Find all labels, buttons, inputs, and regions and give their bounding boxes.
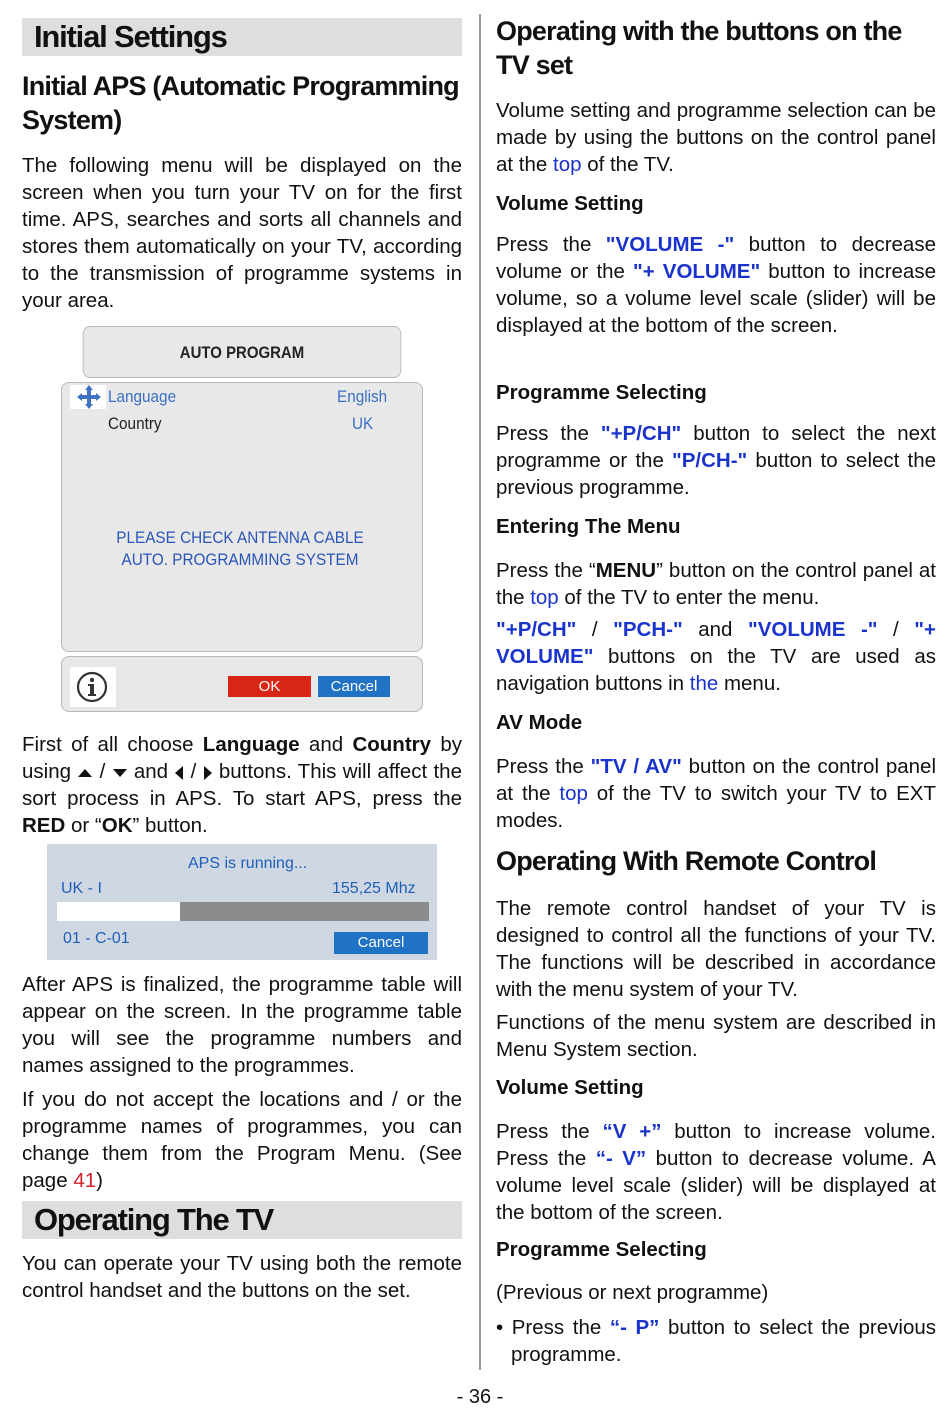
- text: buttons on the TV are used as navigation buttons in: [496, 645, 936, 695]
- text: and: [299, 733, 353, 756]
- text: button on the control panel at the: [496, 755, 937, 805]
- p-minus-term: “- P”: [609, 1316, 660, 1339]
- text: button to select the previous programme.: [511, 1316, 936, 1366]
- cancel-button[interactable]: Cancel: [318, 676, 390, 697]
- aps-message: AUTO. PROGRAMMING SYSTEM: [121, 550, 359, 569]
- text: ” button on the control panel at the: [496, 559, 936, 609]
- top-link: top: [553, 153, 582, 176]
- aps-channel: UK - I: [61, 880, 102, 897]
- menu-paragraph: [496, 557, 936, 611]
- aps-progress-fill: [57, 902, 180, 921]
- text: or “: [65, 814, 102, 837]
- auto-program-title: AUTO PROGRAM: [83, 326, 402, 378]
- accept-paragraph: [22, 1086, 462, 1194]
- info-button[interactable]: [70, 667, 116, 707]
- text: by using: [22, 733, 462, 783]
- move-cross-icon: [76, 385, 102, 409]
- red-term: RED: [22, 814, 66, 837]
- the-link: the: [689, 672, 719, 695]
- text: ” button.: [132, 814, 208, 837]
- remote-paragraph: The remote control handset of your TV is designed to control all the functions of your TV. The functions will be described in accordance with the menu system of your TV.: [496, 897, 936, 1001]
- section-banner-operating-tv: Operating The TV: [22, 1201, 462, 1239]
- arrow-up-icon: [77, 767, 93, 779]
- heading-buttons-on-tv: Operating with the buttons on the TV set: [496, 16, 902, 80]
- text: /: [93, 760, 112, 783]
- text: Press the: [496, 422, 601, 445]
- text: /: [576, 618, 614, 641]
- operate-paragraph: You can operate your TV using both the remote control handset and the buttons on the set.: [22, 1252, 462, 1302]
- text: button to decrease volume. A volume level scale (slider) will be displayed at the bottom of the screen.: [496, 1147, 936, 1224]
- text: Press the “: [496, 559, 596, 582]
- volume-plus-term: "+ VOLUME": [496, 618, 936, 668]
- ok-term: OK: [101, 814, 133, 837]
- buttons-paragraph: [496, 97, 936, 178]
- arrow-left-icon: [174, 765, 184, 781]
- language-label[interactable]: Language: [108, 387, 177, 406]
- top-link: top: [530, 586, 559, 609]
- pch-minus-term: "PCH-": [613, 618, 683, 641]
- text: /: [877, 618, 915, 641]
- arrow-right-icon: [203, 765, 213, 781]
- text: of the TV to switch your TV to EXT modes.: [496, 782, 936, 832]
- arrow-down-icon: [112, 767, 128, 779]
- navigation-paragraph: [496, 616, 936, 697]
- text: menu.: [718, 672, 781, 695]
- top-link: top: [559, 782, 588, 805]
- info-icon: [75, 670, 109, 704]
- v-plus-term: “V +”: [602, 1120, 662, 1143]
- aps-frequency: 155,25 Mhz: [332, 880, 416, 897]
- heading-programme-selecting: Programme Selecting: [496, 381, 707, 404]
- volume-minus-term: "VOLUME -": [748, 618, 878, 641]
- text: button to increase volume, so a volume level scale (slider) will be displayed at the bottom of the screen.: [496, 260, 936, 337]
- section-banner-initial-settings: Initial Settings: [22, 18, 462, 56]
- previous-next-subtitle: (Previous or next programme): [496, 1281, 769, 1304]
- language-value[interactable]: English: [337, 387, 388, 406]
- text: buttons. This will affect the sort process in APS. To start APS, press the: [22, 760, 462, 810]
- text: and: [682, 618, 748, 641]
- text: Press the: [496, 1120, 603, 1143]
- text: of the TV.: [581, 153, 674, 176]
- text: ): [96, 1169, 103, 1192]
- aps-status: APS is running...: [188, 855, 308, 872]
- v-minus-term: “- V”: [595, 1147, 647, 1170]
- text: /: [184, 760, 203, 783]
- page-reference-link[interactable]: 41: [73, 1169, 97, 1192]
- choose-language-paragraph: [22, 731, 462, 839]
- volume-plus-term: "+ VOLUME": [633, 260, 761, 283]
- after-aps-paragraph: After APS is finalized, the programme table will appear on the screen. In the programme table you will see the programme numbers and names assigned to the programmes.: [22, 973, 462, 1077]
- text: First of all choose: [22, 733, 203, 756]
- intro-paragraph: The following menu will be displayed on the screen when you turn your TV on for the first time. APS, searches and sorts all channels and stores them automatically on your TV, according to the transmission of programme systems in your area.: [22, 154, 462, 312]
- text: button to increase volume. Press the: [496, 1120, 937, 1170]
- volume-minus-term: "VOLUME -": [605, 233, 735, 256]
- volume-remote-paragraph: [496, 1118, 936, 1226]
- av-paragraph: [496, 753, 936, 834]
- heading-programme-selecting-remote: Programme Selecting: [496, 1238, 707, 1261]
- text: button to decrease volume or the: [496, 233, 936, 283]
- pch-plus-term: "+P/CH": [600, 422, 682, 445]
- text: button to select the previous programme.: [496, 449, 936, 499]
- heading-av-mode: AV Mode: [496, 711, 583, 734]
- column-divider: [479, 14, 481, 1370]
- aps-program: 01 - C-01: [63, 930, 130, 947]
- volume-paragraph: [496, 231, 936, 339]
- text: If you do not accept the locations and / or the programme names of programmes, you can change them from the Program Menu. (See page: [22, 1088, 462, 1192]
- heading-entering-menu: Entering The Menu: [496, 515, 681, 538]
- functions-paragraph: Functions of the menu system are described in Menu System section.: [496, 1011, 936, 1061]
- previous-programme-bullet: [496, 1314, 936, 1368]
- country-label[interactable]: Country: [108, 414, 162, 433]
- text: Volume setting and programme selection can be made by using the buttons on the control panel at the: [496, 99, 936, 176]
- aps-cancel-button[interactable]: Cancel: [334, 932, 428, 954]
- text: • Press the: [496, 1316, 610, 1339]
- page-number: - 36 -: [456, 1386, 504, 1408]
- menu-term: MENU: [595, 559, 657, 582]
- text: Press the: [496, 233, 606, 256]
- ok-button[interactable]: OK: [228, 676, 311, 697]
- country-term: Country: [352, 733, 432, 756]
- text: button to select the next programme or the: [496, 422, 936, 472]
- text: of the TV to enter the menu.: [558, 586, 820, 609]
- language-term: Language: [202, 733, 300, 756]
- text: Press the: [496, 755, 591, 778]
- pch-plus-term: "+P/CH": [496, 618, 577, 641]
- heading-volume-setting-remote: Volume Setting: [496, 1076, 644, 1099]
- heading-remote-control: Operating With Remote Control: [496, 846, 877, 876]
- antenna-message: PLEASE CHECK ANTENNA CABLE: [116, 528, 364, 547]
- country-value[interactable]: UK: [352, 414, 374, 433]
- pch-minus-term: "P/CH-": [672, 449, 748, 472]
- programme-paragraph: [496, 420, 936, 501]
- text: and: [127, 760, 175, 783]
- aps-progress-bar: [57, 902, 429, 921]
- heading-volume-setting: Volume Setting: [496, 192, 644, 215]
- tv-av-term: "TV / AV": [590, 755, 682, 778]
- heading-initial-aps: Initial APS (Automatic Programming System): [22, 71, 459, 135]
